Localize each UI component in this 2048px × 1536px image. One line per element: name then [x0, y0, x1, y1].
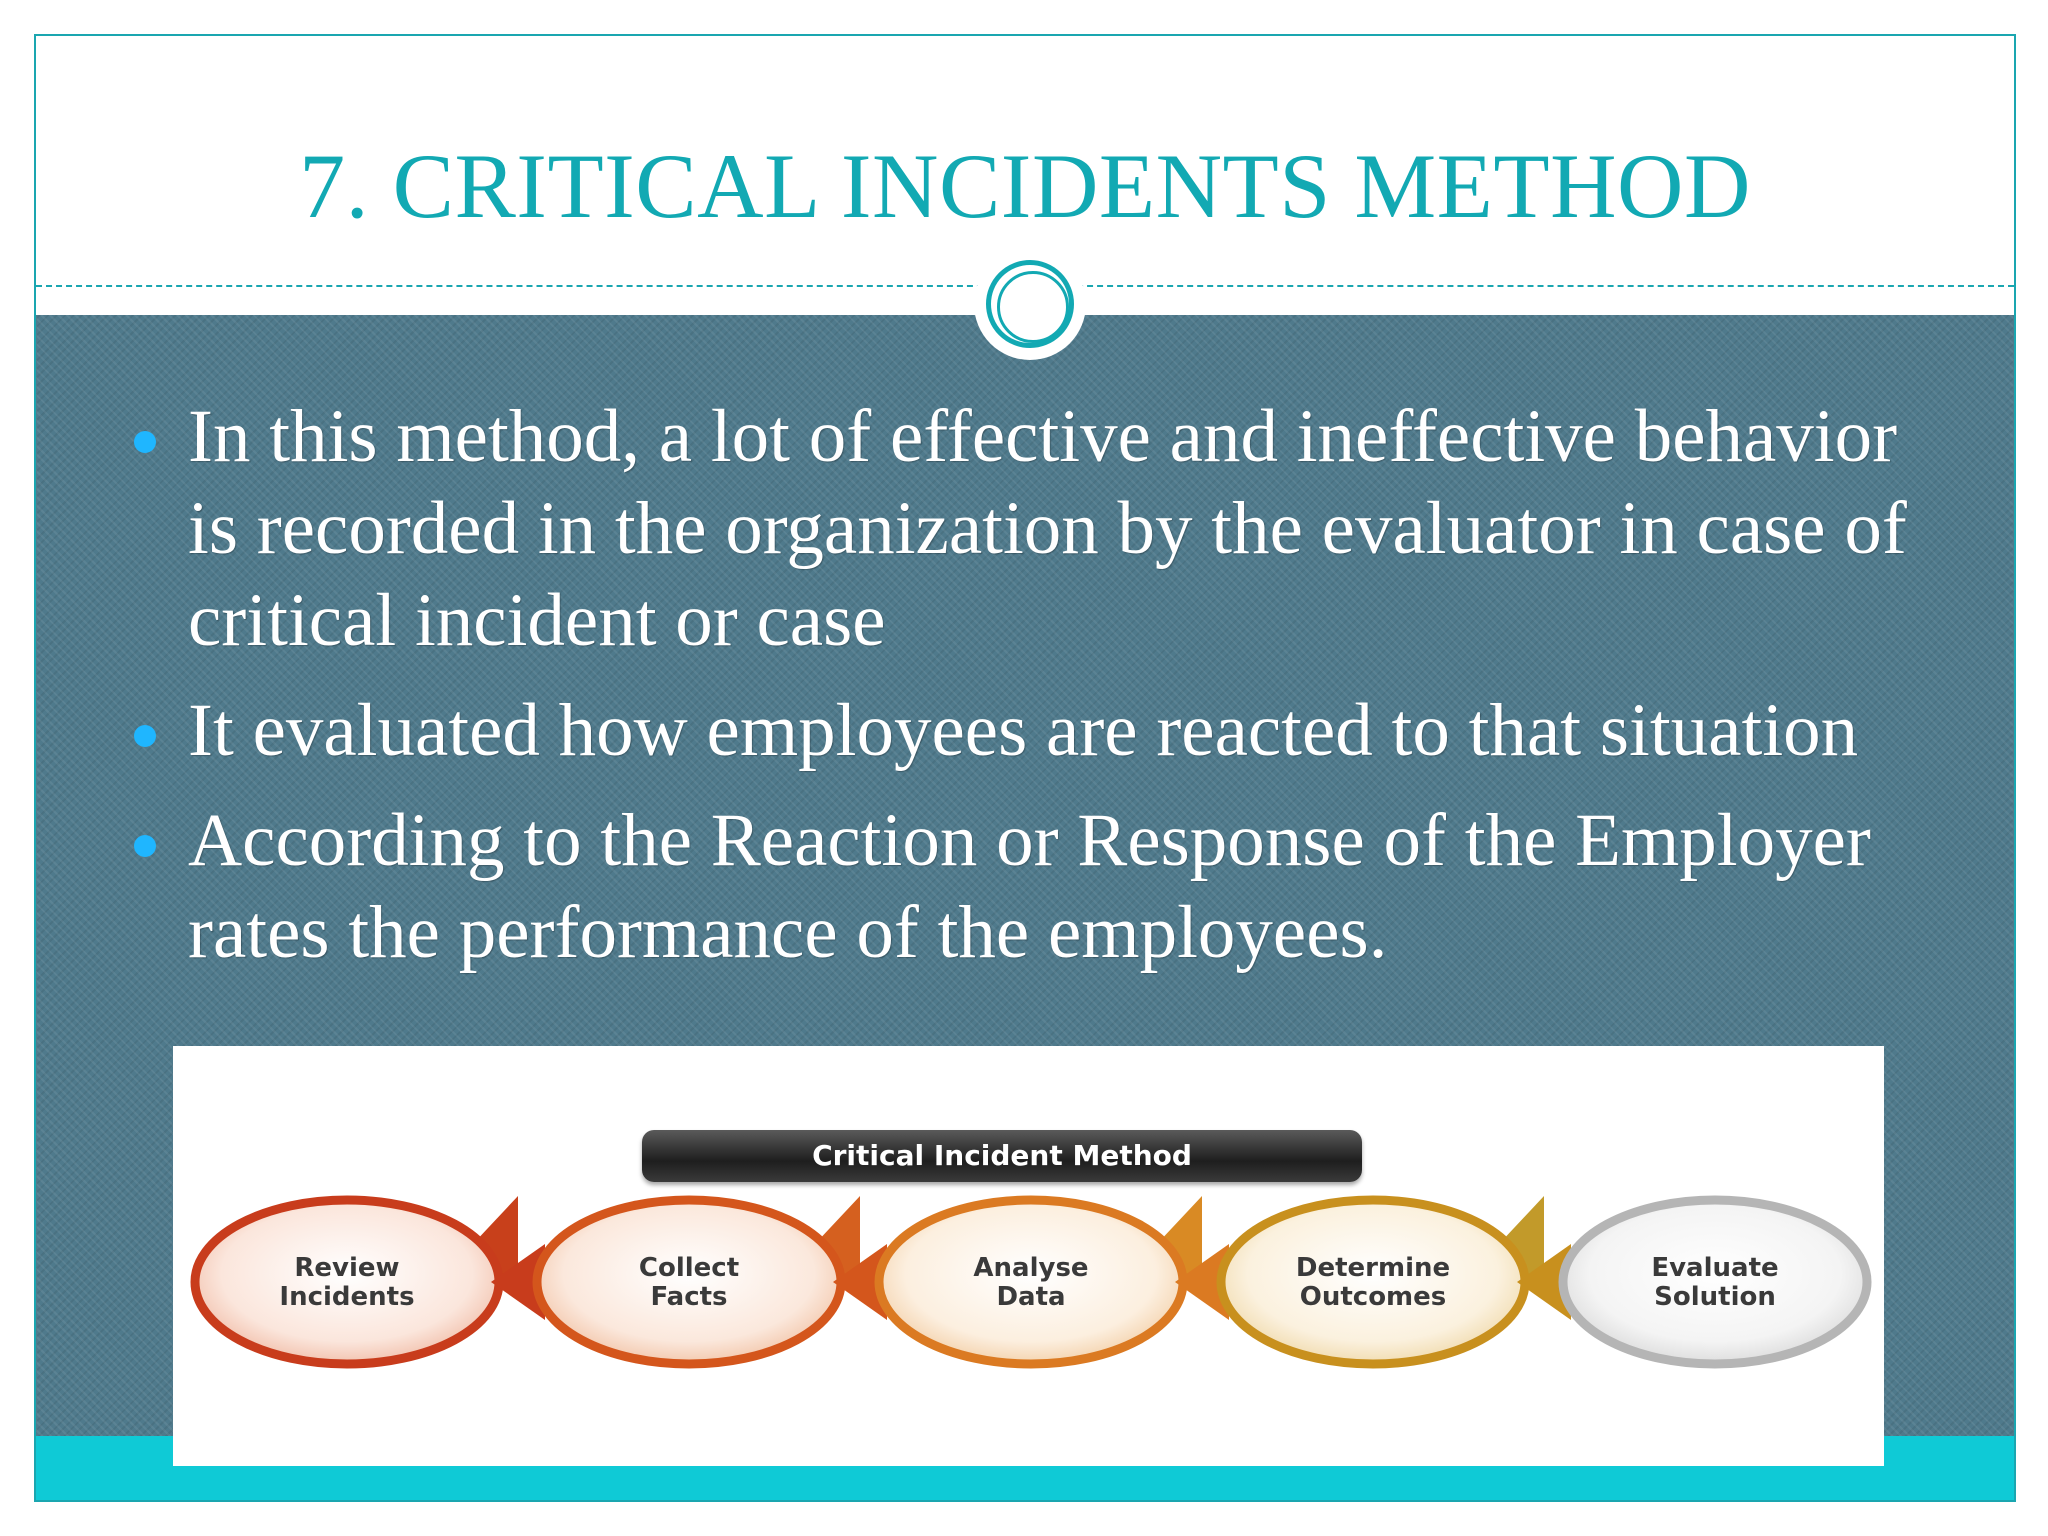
step-label-line: Evaluate: [1651, 1253, 1779, 1283]
step-label-line: Data: [996, 1282, 1066, 1312]
step-label-line: Facts: [650, 1282, 728, 1312]
slide-title: 7. CRITICAL INCIDENTS METHOD: [299, 135, 1751, 237]
diagram-title: Critical Incident Method: [642, 1130, 1362, 1182]
step-label-line: Solution: [1654, 1282, 1776, 1312]
slide: [34, 34, 2016, 1502]
process-diagram: [173, 1046, 1884, 1466]
bullet-text: It evaluated how employees are reacted to that situation: [188, 689, 1859, 772]
bullet-list: [96, 391, 1956, 997]
step-label-collect: [574, 1254, 804, 1312]
bullet-item: [96, 685, 1956, 777]
bullet-dot-icon: [134, 835, 156, 857]
step-label-line: Determine: [1295, 1253, 1451, 1283]
bullet-item: [96, 795, 1956, 979]
step-label-determine: [1258, 1254, 1488, 1312]
bullet-dot-icon: [134, 431, 156, 453]
bullet-dot-icon: [134, 725, 156, 747]
bullet-item: [96, 391, 1956, 667]
bullet-text: In this method, a lot of effective and ineffective behavior is recorded in the organization by the evaluator in case of critical incident or case: [188, 395, 1907, 662]
step-label-line: Review: [294, 1253, 400, 1283]
bullet-text: According to the Reaction or Response of the Employer rates the performance of the employees.: [188, 799, 1871, 974]
step-label-analyse: [916, 1254, 1146, 1312]
circle-ornament-icon: [986, 260, 1074, 348]
step-label-review: [232, 1254, 462, 1312]
step-label-line: Collect: [638, 1253, 740, 1283]
step-label-line: Outcomes: [1299, 1282, 1447, 1312]
step-label-line: Incidents: [279, 1282, 415, 1312]
step-label-line: Analyse: [973, 1253, 1089, 1283]
step-label-evaluate: [1600, 1254, 1830, 1312]
